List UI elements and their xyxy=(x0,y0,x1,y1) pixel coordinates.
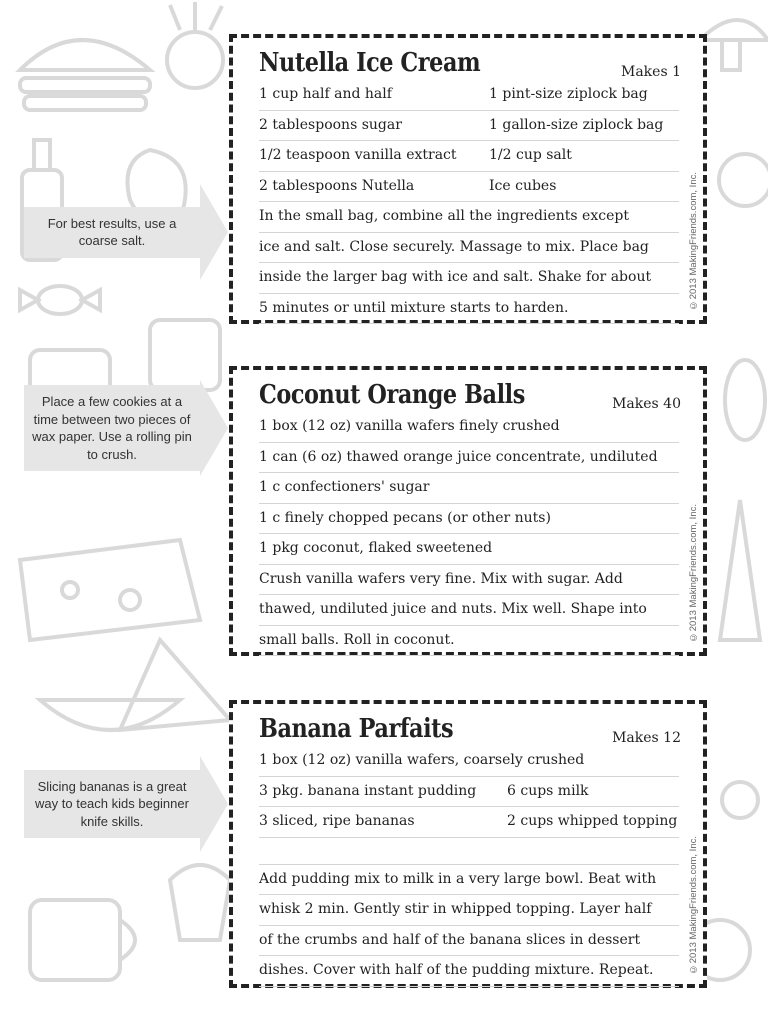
direction-line: dishes. Cover with half of the pudding mixture. Repeat. xyxy=(259,956,679,987)
pineapple-icon xyxy=(725,360,765,440)
recipe-ingredients xyxy=(259,746,679,987)
burger-icon xyxy=(20,40,150,110)
ingredient-row xyxy=(259,80,679,111)
mushroom-icon xyxy=(700,20,768,70)
copyright-notice: ©2013 MakingFriends.com, Inc. xyxy=(688,835,699,974)
carrot-icon xyxy=(720,500,760,640)
candy-icon xyxy=(20,286,100,314)
apple-icon xyxy=(719,154,768,206)
ingredient: 1 pint-size ziplock bag xyxy=(489,86,648,102)
ingredient: 1/2 teaspoon vanilla extract xyxy=(259,147,457,163)
direction-line: inside the larger bag with ice and salt. Shake for about xyxy=(259,263,679,294)
recipe-card xyxy=(229,34,707,324)
ingredient-row: 1 c finely chopped pecans (or other nuts) xyxy=(259,504,679,535)
recipe-title: Nutella Ice Cream xyxy=(259,48,481,78)
strawberry-icon xyxy=(722,782,758,818)
direction-line: whisk 2 min. Gently stir in whipped topping. Layer half xyxy=(259,895,679,926)
ingredient-row: 1 pkg coconut, flaked sweetened xyxy=(259,534,679,565)
mug-icon xyxy=(30,900,135,980)
ingredient-row xyxy=(259,172,679,203)
tip-callout xyxy=(24,184,228,280)
ingredient: 2 tablespoons Nutella xyxy=(259,177,415,194)
tip-text: Slicing bananas is a great way to teach kids beginner knife skills. xyxy=(24,770,200,839)
ingredient: 2 tablespoons sugar xyxy=(259,116,402,133)
recipe-yield: Makes 1 xyxy=(621,64,681,80)
ingredient-row xyxy=(259,777,679,808)
ingredient-row xyxy=(259,111,679,142)
tip-callout xyxy=(24,380,228,476)
cupcake-icon xyxy=(170,865,230,940)
tip-text: For best results, use a coarse salt. xyxy=(24,207,200,258)
ingredient: 1 gallon-size ziplock bag xyxy=(489,116,664,133)
ingredient: 3 pkg. banana instant pudding xyxy=(259,782,477,799)
recipe-card xyxy=(229,700,707,988)
recipe-title: Banana Parfaits xyxy=(259,714,454,744)
pizza-icon xyxy=(120,640,230,730)
tip-arrow xyxy=(200,184,228,280)
tip-arrow xyxy=(200,380,228,476)
direction-line: 5 minutes or until mixture starts to harden. xyxy=(259,294,679,325)
ingredient: 1 cup half and half xyxy=(259,86,392,102)
ingredient: 2 cups whipped topping xyxy=(507,813,678,829)
direction-line: ice and salt. Close securely. Massage to mix. Place bag xyxy=(259,233,679,264)
ingredient: 3 sliced, ripe bananas xyxy=(259,813,415,829)
ingredient-row: 1 box (12 oz) vanilla wafers, coarsely crushed xyxy=(259,746,679,777)
tip-callout xyxy=(24,756,228,852)
tip-arrow xyxy=(200,756,228,852)
recipe-ingredients xyxy=(259,412,679,656)
radish-icon xyxy=(167,2,223,88)
cheese-icon xyxy=(20,540,200,640)
tip-text: Place a few cookies at a time between two pieces of wax paper. Use a rolling pin to crush. xyxy=(24,385,200,471)
ingredient-row xyxy=(259,141,679,172)
recipe-ingredients xyxy=(259,80,679,324)
recipe-yield: Makes 40 xyxy=(612,396,681,412)
recipe-title: Coconut Orange Balls xyxy=(259,380,525,410)
direction-line: In the small bag, combine all the ingredients except xyxy=(259,202,679,233)
recipe-yield: Makes 12 xyxy=(612,730,681,746)
ingredient: Ice cubes xyxy=(489,177,557,194)
ingredient-row: 1 can (6 oz) thawed orange juice concentrate, undiluted xyxy=(259,443,679,474)
direction-line: of the crumbs and half of the banana slices in dessert xyxy=(259,926,679,957)
ingredient: 6 cups milk xyxy=(507,782,589,799)
ingredient-row xyxy=(259,807,679,838)
copyright-notice: ©2013 MakingFriends.com, Inc. xyxy=(688,503,699,642)
recipe-card xyxy=(229,366,707,656)
ingredient-row: 1 box (12 oz) vanilla wafers finely crushed xyxy=(259,412,679,443)
ingredient: 1/2 cup salt xyxy=(489,147,572,163)
blank-line xyxy=(259,838,679,865)
copyright-notice: ©2013 MakingFriends.com, Inc. xyxy=(688,171,699,310)
direction-line: Add pudding mix to milk in a very large bowl. Beat with xyxy=(259,865,679,896)
direction-line: thawed, undiluted juice and nuts. Mix well. Shape into xyxy=(259,595,679,626)
ingredient-row: 1 c confectioners' sugar xyxy=(259,473,679,504)
direction-line: small balls. Roll in coconut. xyxy=(259,626,679,657)
direction-line: Crush vanilla wafers very fine. Mix with sugar. Add xyxy=(259,565,679,596)
